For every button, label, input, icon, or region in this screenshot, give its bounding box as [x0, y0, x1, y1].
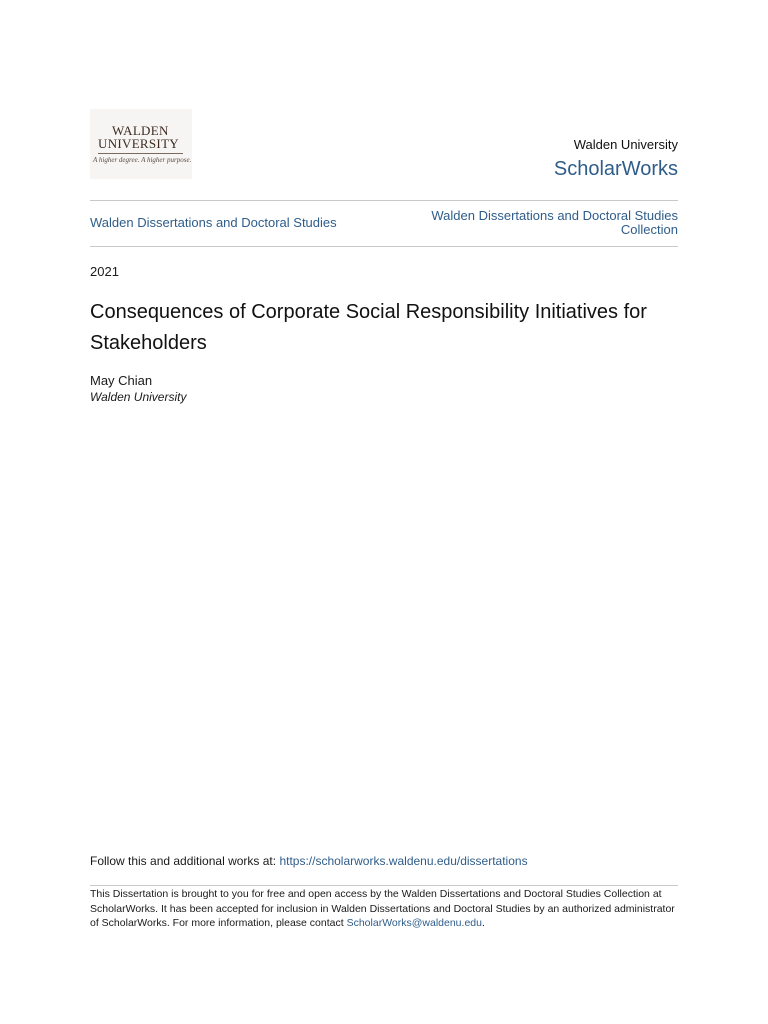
author-affiliation: Walden University: [90, 390, 187, 404]
nav-divider: [90, 246, 678, 247]
dissertations-collection-link[interactable]: Walden Dissertations and Doctoral Studies Collection: [431, 208, 678, 237]
author-name: May Chian: [90, 373, 153, 388]
access-notice: [90, 887, 678, 931]
follow-text: Follow this and additional works at:: [90, 854, 280, 868]
logo-line-2: UNIVERSITY: [98, 136, 179, 151]
logo-tagline: A higher degree. A higher purpose.: [93, 156, 192, 164]
publication-year: 2021: [90, 264, 119, 279]
walden-university-logo: [90, 109, 192, 179]
follow-line: [90, 854, 528, 868]
dissertations-url-link[interactable]: https://scholarworks.waldenu.edu/dissertations: [279, 854, 528, 868]
document-title: Consequences of Corporate Social Responsibility Initiatives for Stakeholders: [90, 301, 647, 354]
notice-end: .: [481, 917, 485, 929]
logo-divider: [98, 153, 183, 154]
header-divider: [90, 200, 678, 201]
dissertations-link[interactable]: Walden Dissertations and Doctoral Studies: [90, 215, 337, 230]
footer-divider: [90, 885, 678, 886]
scholarworks-link[interactable]: ScholarWorks: [553, 158, 678, 180]
logo-line-1: WALDEN: [112, 123, 169, 138]
notice-text: This Dissertation is brought to you for free and open access by the Walden Dissertations and Doctoral Studies Collection at ScholarWorks. It has been accepted for inclusion in Walden Dissertations and Doctoral Studies by an authorized administrator of ScholarWorks. For more information, please contact: [90, 888, 675, 929]
institution-name: Walden University: [573, 137, 678, 152]
contact-email-link[interactable]: ScholarWorks@waldenu.edu: [346, 917, 482, 929]
cover-page: [90, 0, 678, 1024]
